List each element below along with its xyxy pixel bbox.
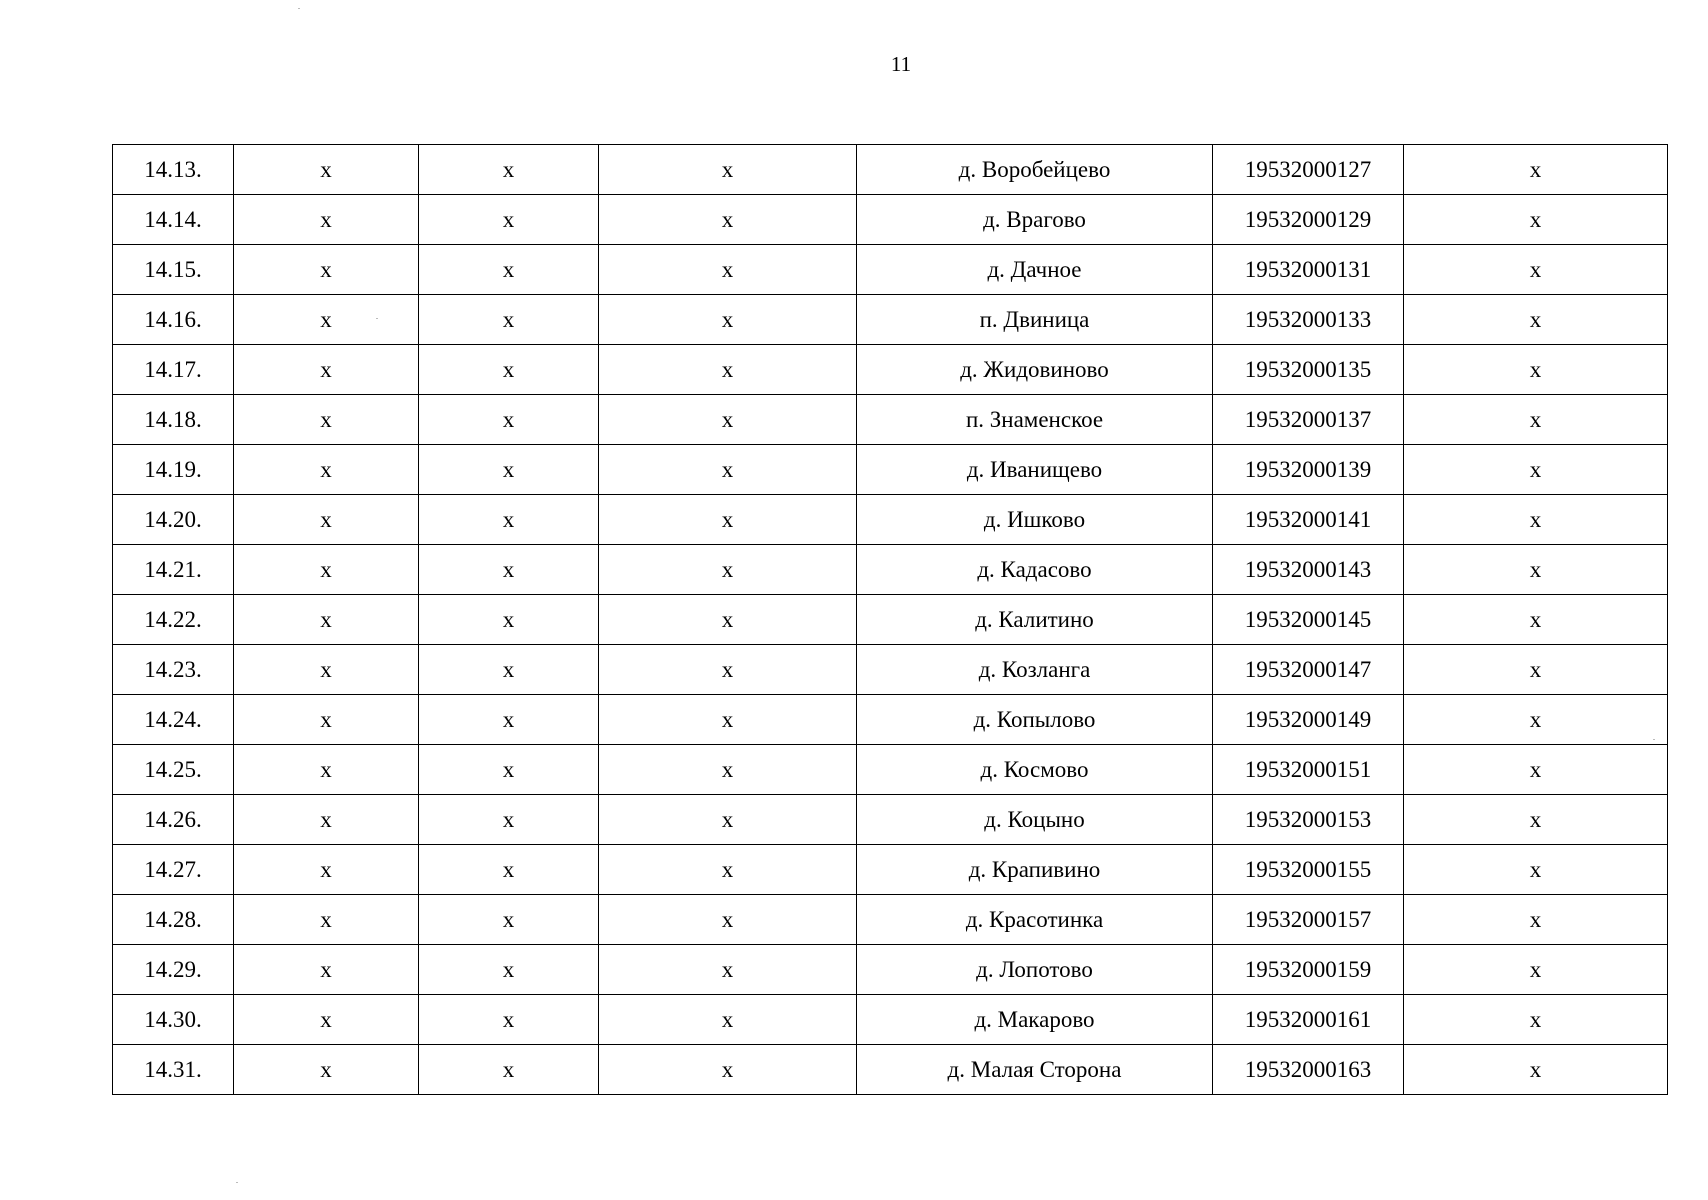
column-2-cell: x	[419, 495, 599, 545]
column-7-cell: x	[1404, 295, 1668, 345]
settlement-name-cell: д. Калитино	[857, 595, 1213, 645]
column-1-cell: x	[234, 1045, 419, 1095]
column-7-cell: x	[1404, 645, 1668, 695]
row-number-cell: 14.25.	[113, 745, 234, 795]
settlement-name-cell: д. Космово	[857, 745, 1213, 795]
column-7-cell: x	[1404, 945, 1668, 995]
column-3-cell: x	[599, 145, 857, 195]
settlement-name-cell: д. Крапивино	[857, 845, 1213, 895]
oktmo-code-cell: 19532000157	[1213, 895, 1404, 945]
settlements-table	[112, 144, 1668, 1095]
table-row	[113, 795, 1668, 845]
column-3-cell: x	[599, 745, 857, 795]
table-row	[113, 645, 1668, 695]
table-row	[113, 145, 1668, 195]
row-number-cell: 14.14.	[113, 195, 234, 245]
column-1-cell: x	[234, 595, 419, 645]
settlement-name-cell: д. Коцыно	[857, 795, 1213, 845]
column-1-cell: x	[234, 895, 419, 945]
oktmo-code-cell: 19532000131	[1213, 245, 1404, 295]
column-2-cell: x	[419, 145, 599, 195]
oktmo-code-cell: 19532000143	[1213, 545, 1404, 595]
row-number-cell: 14.28.	[113, 895, 234, 945]
table-row	[113, 945, 1668, 995]
settlement-name-cell: п. Двиница	[857, 295, 1213, 345]
column-7-cell: x	[1404, 495, 1668, 545]
table-row	[113, 895, 1668, 945]
column-2-cell: x	[419, 845, 599, 895]
column-3-cell: x	[599, 895, 857, 945]
column-2-cell: x	[419, 245, 599, 295]
column-7-cell: x	[1404, 395, 1668, 445]
row-number-cell: 14.15.	[113, 245, 234, 295]
oktmo-code-cell: 19532000145	[1213, 595, 1404, 645]
column-7-cell: x	[1404, 245, 1668, 295]
column-2-cell: x	[419, 395, 599, 445]
column-3-cell: x	[599, 395, 857, 445]
column-3-cell: x	[599, 795, 857, 845]
column-7-cell: x	[1404, 695, 1668, 745]
settlement-name-cell: д. Воробейцево	[857, 145, 1213, 195]
settlement-name-cell: д. Малая Сторона	[857, 1045, 1213, 1095]
column-2-cell: x	[419, 595, 599, 645]
column-7-cell: x	[1404, 445, 1668, 495]
table-row	[113, 695, 1668, 745]
row-number-cell: 14.21.	[113, 545, 234, 595]
column-7-cell: x	[1404, 795, 1668, 845]
row-number-cell: 14.27.	[113, 845, 234, 895]
column-3-cell: x	[599, 545, 857, 595]
row-number-cell: 14.30.	[113, 995, 234, 1045]
oktmo-code-cell: 19532000129	[1213, 195, 1404, 245]
column-3-cell: x	[599, 845, 857, 895]
column-3-cell: x	[599, 445, 857, 495]
column-1-cell: x	[234, 345, 419, 395]
row-number-cell: 14.16.	[113, 295, 234, 345]
oktmo-code-cell: 19532000139	[1213, 445, 1404, 495]
column-2-cell: x	[419, 445, 599, 495]
settlement-name-cell: д. Козланга	[857, 645, 1213, 695]
row-number-cell: 14.18.	[113, 395, 234, 445]
table-row	[113, 195, 1668, 245]
column-2-cell: x	[419, 345, 599, 395]
oktmo-code-cell: 19532000137	[1213, 395, 1404, 445]
column-2-cell: x	[419, 295, 599, 345]
table-row	[113, 595, 1668, 645]
settlement-name-cell: д. Ишково	[857, 495, 1213, 545]
column-3-cell: x	[599, 595, 857, 645]
column-7-cell: x	[1404, 145, 1668, 195]
settlement-name-cell: д. Врагово	[857, 195, 1213, 245]
column-7-cell: x	[1404, 845, 1668, 895]
column-7-cell: x	[1404, 595, 1668, 645]
column-3-cell: x	[599, 245, 857, 295]
column-7-cell: x	[1404, 195, 1668, 245]
column-2-cell: x	[419, 645, 599, 695]
table-row	[113, 995, 1668, 1045]
settlement-name-cell: д. Макарово	[857, 995, 1213, 1045]
table-row	[113, 295, 1668, 345]
column-2-cell: x	[419, 195, 599, 245]
settlement-name-cell: д. Иванищево	[857, 445, 1213, 495]
table-row	[113, 845, 1668, 895]
settlement-name-cell: д. Красотинка	[857, 895, 1213, 945]
settlement-name-cell: п. Знаменское	[857, 395, 1213, 445]
oktmo-code-cell: 19532000133	[1213, 295, 1404, 345]
column-1-cell: x	[234, 945, 419, 995]
column-3-cell: x	[599, 695, 857, 745]
table-row	[113, 745, 1668, 795]
table-row	[113, 495, 1668, 545]
oktmo-code-cell: 19532000161	[1213, 995, 1404, 1045]
column-1-cell: x	[234, 845, 419, 895]
column-1-cell: x	[234, 195, 419, 245]
table-row	[113, 1045, 1668, 1095]
settlement-name-cell: д. Жидовиново	[857, 345, 1213, 395]
column-1-cell: x	[234, 745, 419, 795]
column-1-cell: x	[234, 695, 419, 745]
table-row	[113, 545, 1668, 595]
oktmo-code-cell: 19532000151	[1213, 745, 1404, 795]
oktmo-code-cell: 19532000149	[1213, 695, 1404, 745]
page-number: 11	[890, 52, 912, 76]
column-3-cell: x	[599, 1045, 857, 1095]
column-1-cell: x	[234, 145, 419, 195]
column-2-cell: x	[419, 895, 599, 945]
column-1-cell: x	[234, 995, 419, 1045]
column-3-cell: x	[599, 945, 857, 995]
column-1-cell: x	[234, 495, 419, 545]
column-2-cell: x	[419, 1045, 599, 1095]
row-number-cell: 14.23.	[113, 645, 234, 695]
column-2-cell: x	[419, 695, 599, 745]
oktmo-code-cell: 19532000163	[1213, 1045, 1404, 1095]
oktmo-code-cell: 19532000155	[1213, 845, 1404, 895]
column-1-cell: x	[234, 645, 419, 695]
row-number-cell: 14.31.	[113, 1045, 234, 1095]
column-7-cell: x	[1404, 545, 1668, 595]
column-3-cell: x	[599, 495, 857, 545]
column-1-cell: x	[234, 545, 419, 595]
row-number-cell: 14.17.	[113, 345, 234, 395]
column-7-cell: x	[1404, 1045, 1668, 1095]
column-7-cell: x	[1404, 745, 1668, 795]
column-1-cell: x	[234, 395, 419, 445]
settlement-name-cell: д. Кадасово	[857, 545, 1213, 595]
settlement-name-cell: д. Копылово	[857, 695, 1213, 745]
row-number-cell: 14.13.	[113, 145, 234, 195]
column-7-cell: x	[1404, 995, 1668, 1045]
row-number-cell: 14.24.	[113, 695, 234, 745]
column-2-cell: x	[419, 795, 599, 845]
column-1-cell: x	[234, 445, 419, 495]
table-body	[113, 145, 1668, 1095]
column-1-cell: x	[234, 295, 419, 345]
table-row	[113, 395, 1668, 445]
row-number-cell: 14.26.	[113, 795, 234, 845]
settlement-name-cell: д. Лопотово	[857, 945, 1213, 995]
column-2-cell: x	[419, 545, 599, 595]
row-number-cell: 14.19.	[113, 445, 234, 495]
column-3-cell: x	[599, 195, 857, 245]
table-row	[113, 445, 1668, 495]
column-1-cell: x	[234, 795, 419, 845]
column-3-cell: x	[599, 995, 857, 1045]
column-3-cell: x	[599, 345, 857, 395]
oktmo-code-cell: 19532000135	[1213, 345, 1404, 395]
oktmo-code-cell: 19532000141	[1213, 495, 1404, 545]
row-number-cell: 14.20.	[113, 495, 234, 545]
column-2-cell: x	[419, 995, 599, 1045]
table-row	[113, 245, 1668, 295]
column-2-cell: x	[419, 745, 599, 795]
column-3-cell: x	[599, 295, 857, 345]
settlement-name-cell: д. Дачное	[857, 245, 1213, 295]
row-number-cell: 14.29.	[113, 945, 234, 995]
column-3-cell: x	[599, 645, 857, 695]
oktmo-code-cell: 19532000147	[1213, 645, 1404, 695]
column-2-cell: x	[419, 945, 599, 995]
column-7-cell: x	[1404, 895, 1668, 945]
oktmo-code-cell: 19532000153	[1213, 795, 1404, 845]
column-7-cell: x	[1404, 345, 1668, 395]
row-number-cell: 14.22.	[113, 595, 234, 645]
table-row	[113, 345, 1668, 395]
oktmo-code-cell: 19532000159	[1213, 945, 1404, 995]
oktmo-code-cell: 19532000127	[1213, 145, 1404, 195]
column-1-cell: x	[234, 245, 419, 295]
